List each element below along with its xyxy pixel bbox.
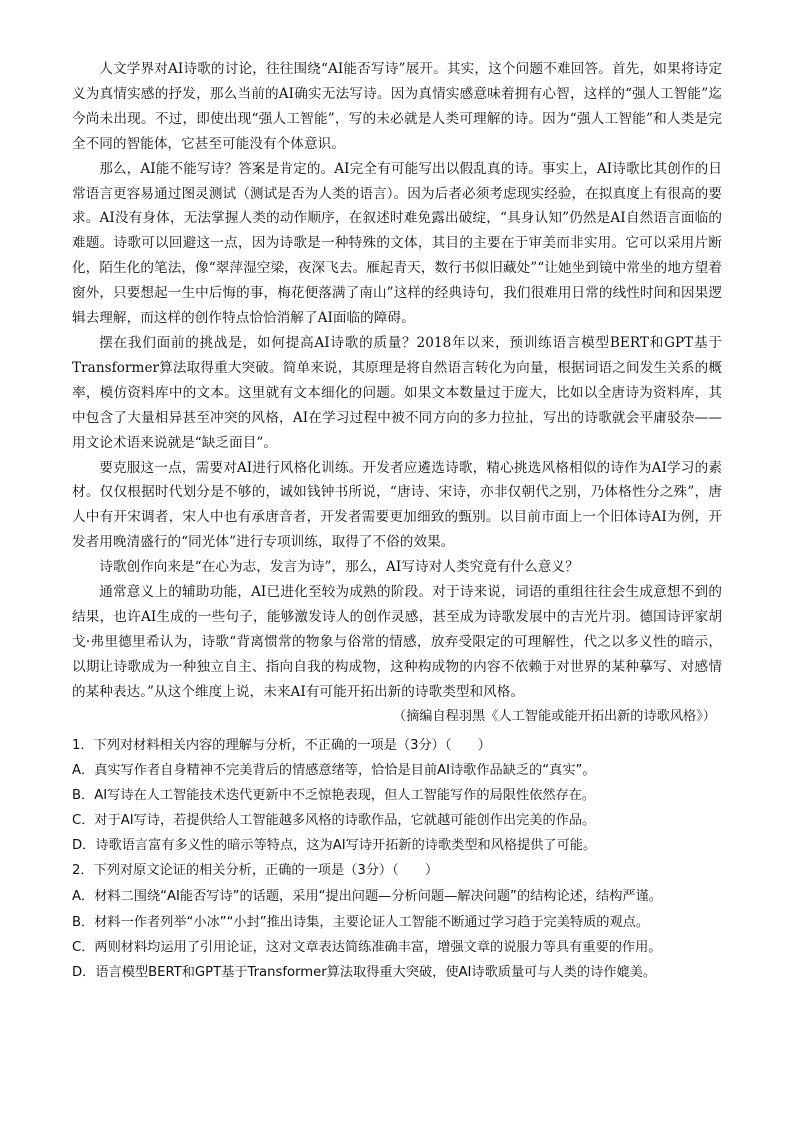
question-2-option-a: A．材料二围绕“AI能否写诗”的话题，采用“提出问题—分析问题—解决问题”的结构论述，结构严谨。 (72, 888, 662, 904)
question-1-option-a: A．真实写作者自身精神不完美背后的情感意绪等，恰恰是目前AI诗歌作品缺乏的“真实”。 (72, 762, 596, 778)
question-2 (72, 858, 722, 985)
question-2-stem: 2．下列对原文论证的相关分析，正确的一项是（3分）（ ） (72, 862, 439, 878)
question-1 (72, 733, 722, 858)
document-body (72, 57, 722, 985)
question-1-option-b: B．AI写诗在人工智能技术迭代更新中不乏惊艳表现，但人工智能写作的局限性依然存在。 (72, 787, 596, 803)
question-1-option-c: C．对于AI写诗，若提供给人工智能越多风格的诗歌作品，它就越可能创作出完美的作品。 (72, 812, 596, 828)
article (72, 57, 722, 729)
question-1-option-d: D．诗歌语言富有多义性的暗示等特点，这为AI写诗开拓新的诗歌类型和风格提供了可能。 (72, 837, 597, 853)
article-paragraph-4: 要克服这一点，需要对AI进行风格化训练。开发者应遴选诗歌，精心挑选风格相似的诗作为AI学习的素材。仅仅根据时代划分是不够的，诚如钱钟书所说，“唐诗、宋诗，亦非仅朝代之别，乃体格性分之殊”，唐人中有开宋调者，宋人中也有承唐音者，开发者需要更加细致的甄别。以目前市面上一个旧体诗AI为例，开发者用晚清盛行的“同光体”进行专项训练，取得了不俗的效果。 (72, 459, 722, 551)
article-paragraph-2: 那么，AI能不能写诗？答案是肯定的。AI完全有可能写出以假乱真的诗。事实上，AI诗歌比其创作的日常语言更容易通过图灵测试（测试是否为人类的语言）。因为后者必须考虑现实经验，在拟真度上有很高的要求。AI没有身体，无法掌握人类的动作顺序，在叙述时难免露出破绽，“具身认知”仍然是AI自然语言面临的难题。诗歌可以回避这一点，因为诗歌是一种特殊的文体，其目的主要在于审美而非实用。它可以采用片断化，陌生化的笔法，像“翠萍湿空梁，夜深飞去。雁起青天，数行书似旧藏处”“让她坐到镜中常坐的地方望着窗外，只要想起一生中后悔的事，梅花便落满了南山”这样的经典诗句，我们很难用日常的线性时间和因果逻辑去理解，而这样的创作特点恰恰消解了AI面临的障碍。 (72, 160, 722, 327)
question-2-option-b: B．材料一作者列举“小冰”“小封”推出诗集，主要论证人工智能不断通过学习趋于完美特质的观点。 (72, 914, 650, 930)
article-paragraph-3: 摆在我们面前的挑战是，如何提高AI诗歌的质量？2018年以来，预训练语言模型BERT和GPT基于Transformer算法取得重大突破。简单来说，其原理是将自然语言转化为向量，根据词语之间发生关系的概率，模仿资料库中的文本。这里就有文本细化的问题。如果文本数量过于庞大，比如以全唐诗为资料库，其中包含了大量相异甚至冲突的风格，AI在学习过程中被不同方向的多力拉扯，写出的诗歌就会平庸驳杂——用文论术语来说就是“缺乏面目”。 (72, 334, 722, 451)
article-source: （摘编自程羽黑《人工智能或能开拓出新的诗歌风格》） (392, 708, 716, 724)
question-1-stem: 1．下列对材料相关内容的理解与分析，不正确的一项是（3分）（ ） (72, 737, 491, 753)
question-2-option-c: C．两则材料均运用了引用论证，这对文章表达简练准确丰富，增强文章的说服力等具有重要的作用。 (72, 939, 662, 955)
article-paragraph-1: 人文学界对AI诗歌的讨论，往往围绕“AI能否写诗”展开。其实，这个问题不难回答。首先，如果将诗定义为真情实感的抒发，那么当前的AI确实无法写诗。因为真情实感意味着拥有心智，这样的“强人工智能”迄今尚未出现。不过，即使出现“强人工智能”，写的未必就是人类可理解的诗。因为“强人工智能”和人类是完全不同的智能体，它甚至可能没有个体意识。 (72, 61, 722, 152)
article-paragraph-6: 通常意义上的辅助功能，AI已进化至较为成熟的阶段。对于诗来说，词语的重组往往会生成意想不到的结果，也许AI生成的一些句子，能够激发诗人的创作灵感，甚至成为诗歌发展中的吉光片羽。德国诗评家胡戈·弗里德里希认为，诗歌“背离惯常的物象与俗常的情感，放弃受限定的可理解性，代之以多义性的暗示，以期让诗歌成为一种独立自主、指向自我的构成物，这种构成物的内容不依赖于对世界的某种摹写、对感情的某种表达。”从这个维度上说，未来AI有可能开拓出新的诗歌类型和风格。 (72, 584, 722, 700)
question-2-option-d: D．语言模型BERT和GPT基于Transformer算法取得重大突破，使AI诗歌质量可与人类的诗作媲美。 (72, 964, 657, 980)
article-paragraph-5: 诗歌创作向来是“在心为志，发言为诗”，那么，AI写诗对人类究竟有什么意义？ (99, 559, 579, 576)
